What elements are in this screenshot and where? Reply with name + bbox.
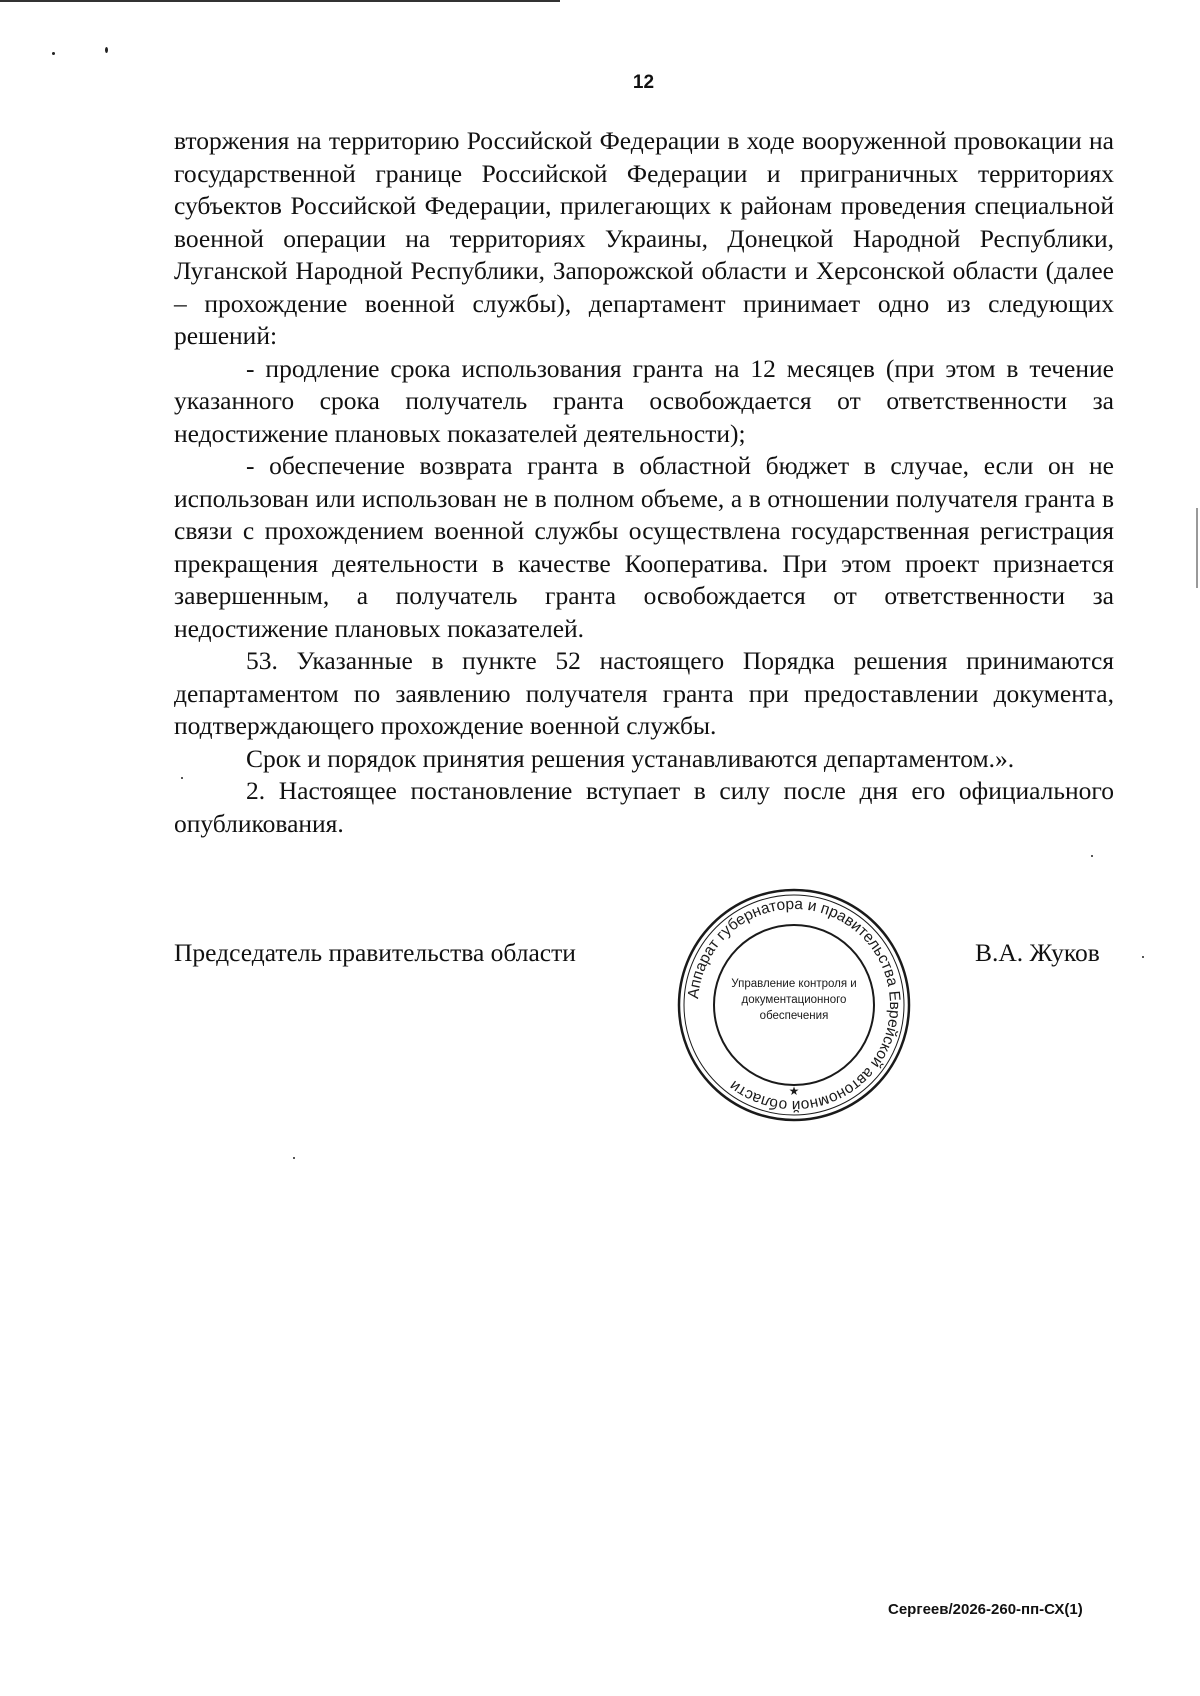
scan-edge-right xyxy=(1196,508,1198,588)
scan-speck xyxy=(1091,855,1093,857)
scan-speck xyxy=(105,47,108,53)
document-body xyxy=(174,125,1114,840)
scan-edge-top xyxy=(0,0,560,2)
page-number: 12 xyxy=(632,72,655,93)
signatory-position: Председатель правительства области xyxy=(174,938,576,967)
paragraph: 53. Указанные в пункте 52 настоящего Порядка решения принимаются департаментом по заявлению получателя гранта при предоставлении документа, подтверждающего прохождение военной службы. xyxy=(174,646,1114,740)
seal-inner-line: обеспечения xyxy=(759,1010,829,1022)
official-seal xyxy=(676,887,912,1123)
scan-speck xyxy=(1142,956,1144,958)
seal-star-icon: ★ xyxy=(788,1084,800,1098)
scan-speck xyxy=(52,52,55,55)
paragraph: Срок и порядок принятия решения устанавливаются департаментом.». xyxy=(246,743,1015,773)
document-reference: Сергеев/2026-260-пп-СХ(1) xyxy=(888,1601,1083,1618)
seal-inner-line: документационного xyxy=(741,994,847,1006)
seal-inner-line: Управление контроля и xyxy=(731,978,857,990)
paragraph: вторжения на территорию Российской Федерации в ходе вооруженной провокации на государственной границе Российской Федерации и приграничных территориях субъектов Российской Федерации, прилегающих к районам проведения специальной военной операции на территориях Украины, Донецкой Народной Республики, Луганской Народной Республики, Запорожской области и Херсонской области (далее – прохождение военной службы), департамент принимает одно из следующих решений: xyxy=(174,126,1114,350)
paragraph: 2. Настоящее постановление вступает в силу после дня его официального опубликования. xyxy=(174,776,1114,838)
signatory-name: В.А. Жуков xyxy=(975,938,1100,967)
seal-outer-text: Аппарат губернатора и правительства Еврейской автономной области xyxy=(685,895,904,1115)
paragraph: - обеспечение возврата гранта в областной бюджет в случае, если он не использован или использован не в полном объеме, а в отношении получателя гранта в связи с прохождением военной службы осуществлена государственная регистрация прекращения деятельности в качестве Кооператива. При этом проект признается завершенным, а получатель гранта освобождается от ответственности за недостижение плановых показателей. xyxy=(174,451,1114,643)
paragraph: - продление срока использования гранта на 12 месяцев (при этом в течение указанного срока получатель гранта освобождается от ответственности за недостижение плановых показателей деятельности); xyxy=(174,353,1114,448)
scan-speck xyxy=(293,1157,295,1159)
